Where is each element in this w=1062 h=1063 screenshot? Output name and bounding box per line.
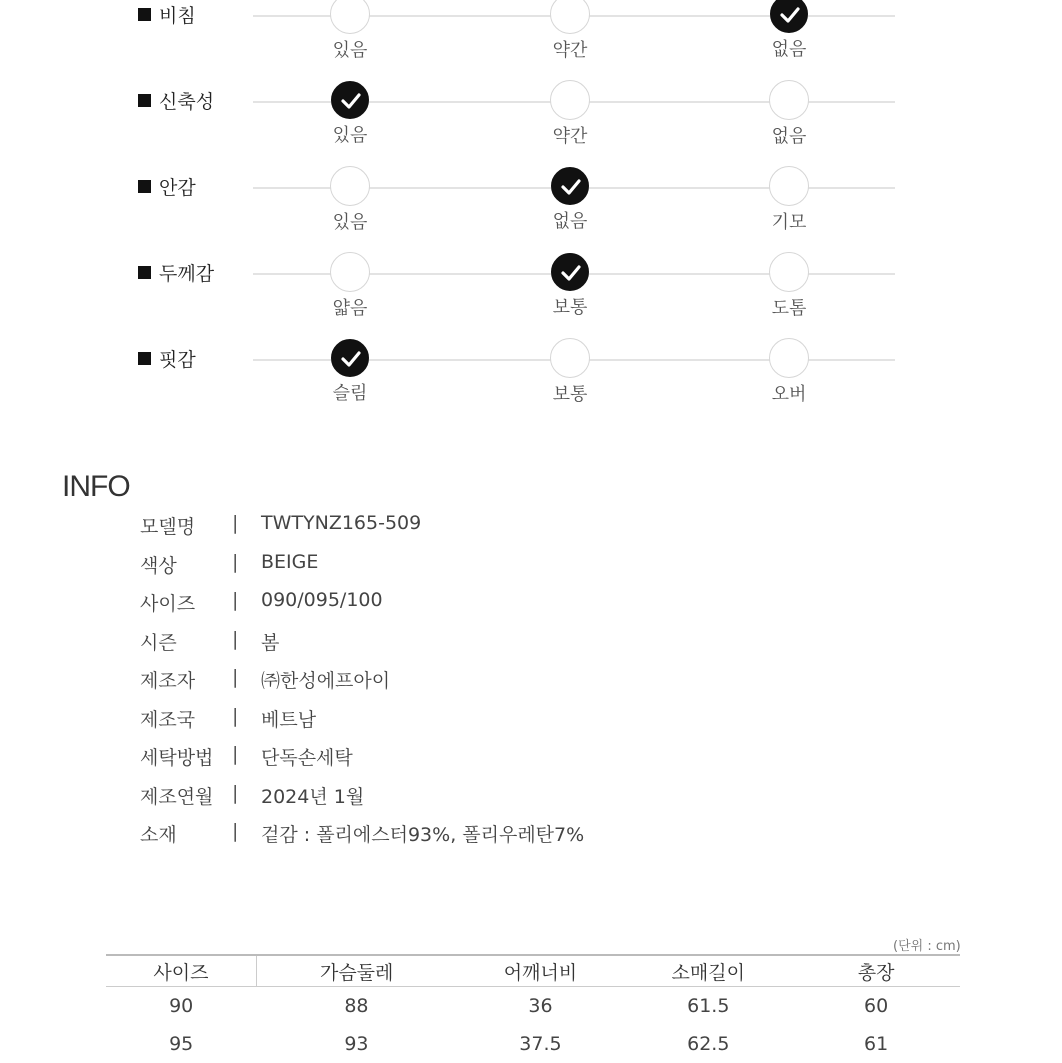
square-bullet-icon — [138, 94, 151, 107]
table-row — [106, 1025, 960, 1063]
attribute-option — [290, 166, 410, 234]
attribute-option — [290, 80, 410, 147]
size-table-header-cell: 소매길이 — [624, 955, 792, 987]
option-label: 약간 — [552, 40, 588, 61]
option-label: 있음 — [332, 125, 368, 146]
option-label: 있음 — [332, 212, 368, 233]
empty-circle-icon — [330, 252, 370, 292]
empty-circle-icon — [769, 80, 809, 120]
table-cell: 95 — [169, 1033, 194, 1055]
unit-note: (단위 : cm) — [893, 939, 961, 954]
empty-circle-icon — [550, 338, 590, 378]
table-cell: 61 — [863, 1033, 889, 1055]
attribute-option — [510, 80, 630, 148]
info-key: 시즌 — [140, 631, 177, 654]
checked-circle-icon — [331, 81, 369, 119]
square-bullet-icon — [138, 8, 151, 21]
info-value: BEIGE — [261, 550, 319, 573]
info-separator: | — [232, 589, 239, 611]
attribute-label: 안감 — [138, 173, 196, 200]
info-value: 베트남 — [261, 708, 317, 731]
square-bullet-icon — [138, 352, 151, 365]
info-separator: | — [232, 550, 239, 573]
attribute-label: 비침 — [138, 1, 196, 28]
info-key: 제조국 — [140, 708, 196, 731]
info-value: 봄 — [261, 631, 280, 654]
attribute-row — [0, 5, 1062, 75]
attribute-row — [0, 349, 1062, 419]
square-bullet-icon — [138, 180, 151, 193]
attribute-option — [729, 338, 849, 406]
attribute-option — [510, 0, 630, 62]
table-cell: 61.5 — [687, 995, 730, 1017]
option-label: 있음 — [332, 40, 368, 61]
option-label: 보통 — [552, 384, 588, 405]
table-cell: 36 — [528, 995, 553, 1017]
empty-circle-icon — [550, 80, 590, 120]
option-label: 약간 — [552, 126, 588, 147]
info-value: 090/095/100 — [261, 589, 383, 611]
empty-circle-icon — [769, 252, 809, 292]
checked-circle-icon — [551, 167, 589, 205]
info-key: 모델명 — [140, 516, 196, 538]
attribute-row — [0, 177, 1062, 247]
info-separator: | — [232, 820, 239, 842]
info-value: 단독손세탁 — [261, 747, 353, 769]
info-value: 2024년 1월 — [261, 785, 365, 808]
info-key: 색상 — [140, 554, 177, 577]
option-label: 오버 — [771, 384, 807, 405]
attribute-option — [729, 252, 849, 320]
table-row — [106, 987, 960, 1026]
empty-circle-icon — [550, 0, 590, 34]
attribute-label: 두께감 — [138, 259, 214, 286]
size-table-header-cell: 총장 — [792, 955, 960, 987]
option-label: 없음 — [771, 126, 807, 147]
info-separator: | — [232, 743, 239, 765]
size-table-header-cell: 어깨너비 — [457, 955, 625, 987]
info-value: TWTYNZ165-509 — [261, 512, 422, 534]
attribute-option — [510, 338, 630, 406]
info-separator: | — [232, 627, 239, 650]
size-table — [106, 954, 960, 1063]
table-cell: 90 — [169, 995, 194, 1017]
attribute-row — [0, 263, 1062, 333]
info-title: INFO — [62, 470, 130, 503]
option-label: 없음 — [552, 211, 588, 232]
empty-circle-icon — [769, 166, 809, 206]
size-table-header-cell: 사이즈 — [106, 955, 256, 987]
attribute-row — [0, 91, 1062, 161]
table-cell: 62.5 — [687, 1033, 730, 1055]
checked-circle-icon — [551, 253, 589, 291]
attribute-label: 신축성 — [138, 87, 214, 114]
option-label: 기모 — [771, 212, 807, 233]
info-separator: | — [232, 781, 239, 804]
empty-circle-icon — [330, 166, 370, 206]
attribute-label: 핏감 — [138, 345, 196, 372]
size-table-header — [106, 955, 960, 987]
option-label: 슬림 — [332, 383, 368, 404]
table-cell: 60 — [863, 995, 889, 1017]
info-separator: | — [232, 512, 239, 534]
attribute-option — [729, 0, 849, 61]
attribute-option — [510, 166, 630, 233]
table-cell: 93 — [344, 1033, 369, 1055]
attribute-option — [290, 0, 410, 62]
checked-circle-icon — [770, 0, 808, 33]
attribute-option — [290, 338, 410, 405]
info-key: 제조자 — [140, 670, 196, 692]
empty-circle-icon — [769, 338, 809, 378]
option-label: 보통 — [552, 297, 588, 318]
empty-circle-icon — [330, 0, 370, 34]
info-key: 세탁방법 — [140, 747, 214, 769]
info-value: ㈜한성에프아이 — [261, 670, 391, 692]
option-label: 없음 — [771, 39, 807, 60]
option-label: 얇음 — [332, 298, 368, 319]
info-key: 사이즈 — [140, 593, 196, 615]
info-key: 소재 — [140, 824, 177, 846]
checked-circle-icon — [331, 339, 369, 377]
info-separator: | — [232, 666, 239, 688]
option-label: 도톰 — [771, 298, 807, 319]
attribute-option — [290, 252, 410, 320]
info-key: 제조연월 — [140, 785, 214, 808]
attribute-option — [729, 166, 849, 234]
attribute-option — [729, 80, 849, 148]
info-value: 겉감 : 폴리에스터93%, 폴리우레탄7% — [261, 824, 585, 846]
table-cell: 88 — [344, 995, 369, 1017]
table-cell: 37.5 — [519, 1033, 562, 1055]
info-separator: | — [232, 704, 239, 727]
attribute-option — [510, 252, 630, 319]
size-table-header-cell: 가슴둘레 — [256, 955, 456, 987]
square-bullet-icon — [138, 266, 151, 279]
